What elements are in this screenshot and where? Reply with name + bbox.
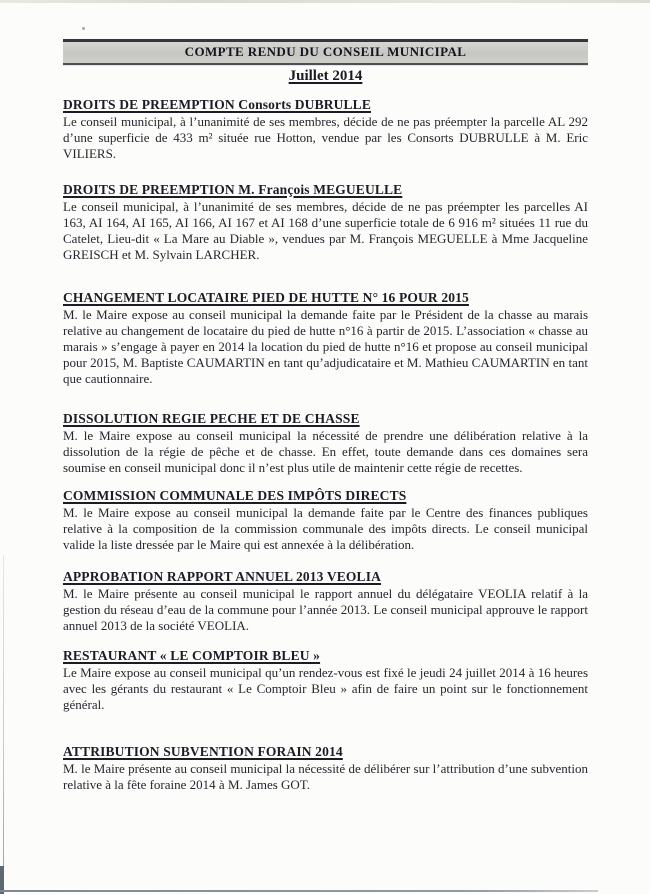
section-heading: APPROBATION RAPPORT ANNUEL 2013 VEOLIA: [63, 569, 382, 584]
section-heading: DROITS DE PREEMPTION Consorts DUBRULLE: [63, 97, 371, 112]
section-body: M. le Maire présente au conseil municipal le rapport annuel du délégataire VEOLIA relatif à la gestion du réseau d’eau de la commune pour l’année 2013. Le conseil municipal approuve le rapport annuel 2013 de la société VEOLIA.: [63, 586, 588, 633]
section-heading: DISSOLUTION REGIE PECHE ET DE CHASSE: [63, 411, 360, 426]
scan-artifact-top-edge: [0, 0, 650, 3]
section-heading: ATTRIBUTION SUBVENTION FORAIN 2014: [63, 744, 343, 759]
document-title: COMPTE RENDU DU CONSEIL MUNICIPAL: [184, 44, 467, 59]
section-heading: DROITS DE PREEMPTION M. François MEGUEULLE: [63, 182, 403, 197]
scan-artifact-speck: [82, 27, 85, 30]
section-body: M. le Maire expose au conseil municipal la demande faite par le Centre des finances publiques relative à la composition de la commission communale des impôts directs. Le conseil municipal valide la liste dressée par le Maire qui est annexée à la délibération.: [63, 505, 588, 552]
document-subtitle: Juillet 2014: [288, 68, 363, 84]
section-body: M. le Maire expose au conseil municipal la demande faite par le Président de la chasse au marais relative au changement de locataire du pied de hutte n°16 à partir de 2015. L’association « chasse au marais » s’engage à payer en 2014 la location du pied de hutte n°16 et propose au conseil municipal pour 2015, M. Baptiste CAUMARTIN en tant qu’adjudicataire et M. Mathieu CAUMARTIN en tant que cautionnaire.: [63, 307, 588, 386]
section-changement-locataire-hutte: [63, 290, 588, 387]
section-droits-preemption-megueulle: [63, 182, 588, 263]
section-body: Le Maire expose au conseil municipal qu’un rendez-vous est fixé le jeudi 24 juillet 2014 à 16 heures avec les gérants du restaurant « Le Comptoir Bleu » afin de faire un point sur le fonctionnement général.: [63, 665, 588, 712]
section-restaurant-comptoir-bleu: [63, 648, 588, 713]
section-dissolution-regie: [63, 411, 588, 476]
scan-artifact-corner-mark: [0, 866, 4, 894]
section-subvention-forain: [63, 744, 588, 793]
scan-artifact-left-edge: [3, 555, 4, 870]
section-commission-impots: [63, 488, 588, 553]
section-heading: CHANGEMENT LOCATAIRE PIED DE HUTTE N° 16 POUR 2015: [63, 290, 469, 305]
section-body: M. le Maire présente au conseil municipal la nécessité de délibérer sur l’attribution d’une subvention relative à la fête foraine 2014 à M. James GOT.: [63, 761, 588, 792]
document-content: [63, 39, 588, 793]
section-heading: COMMISSION COMMUNALE DES IMPÔTS DIRECTS: [63, 488, 407, 503]
section-droits-preemption-dubrulle: [63, 97, 588, 162]
section-body: Le conseil municipal, à l’unanimité de ses membres, décide de ne pas préempter la parcelle AL 292 d’une superficie de 433 m² située rue Hotton, vendue par les Consorts DUBRULLE à M. Eric VILIERS.: [63, 114, 588, 161]
section-rapport-veolia: [63, 569, 588, 634]
document-header-bar: [63, 39, 588, 65]
section-heading: RESTAURANT « LE COMPTOIR BLEU »: [63, 648, 321, 663]
section-body: Le conseil municipal, à l’unanimité de ses membres, décide de ne pas préempter les parcelles AI 163, AI 164, AI 165, AI 166, AI 167 et AI 168 d’une superficie totale de 6 916 m² situées 11 rue du Catelet, Lieu-dit « La Mare au Diable », vendues par M. François MEGUELLE à Mme Jacqueline GREISCH et M. Sylvain LARCHER.: [63, 199, 588, 262]
section-body: M. le Maire expose au conseil municipal la nécessité de prendre une délibération relative à la dissolution de la régie de pêche et de chasse. En effet, toute demande dans ces domaines sera soumise en conseil municipal donc il n’est plus utile de maintenir cette régie de recettes.: [63, 428, 588, 475]
scan-artifact-bottom-edge: [0, 890, 598, 892]
